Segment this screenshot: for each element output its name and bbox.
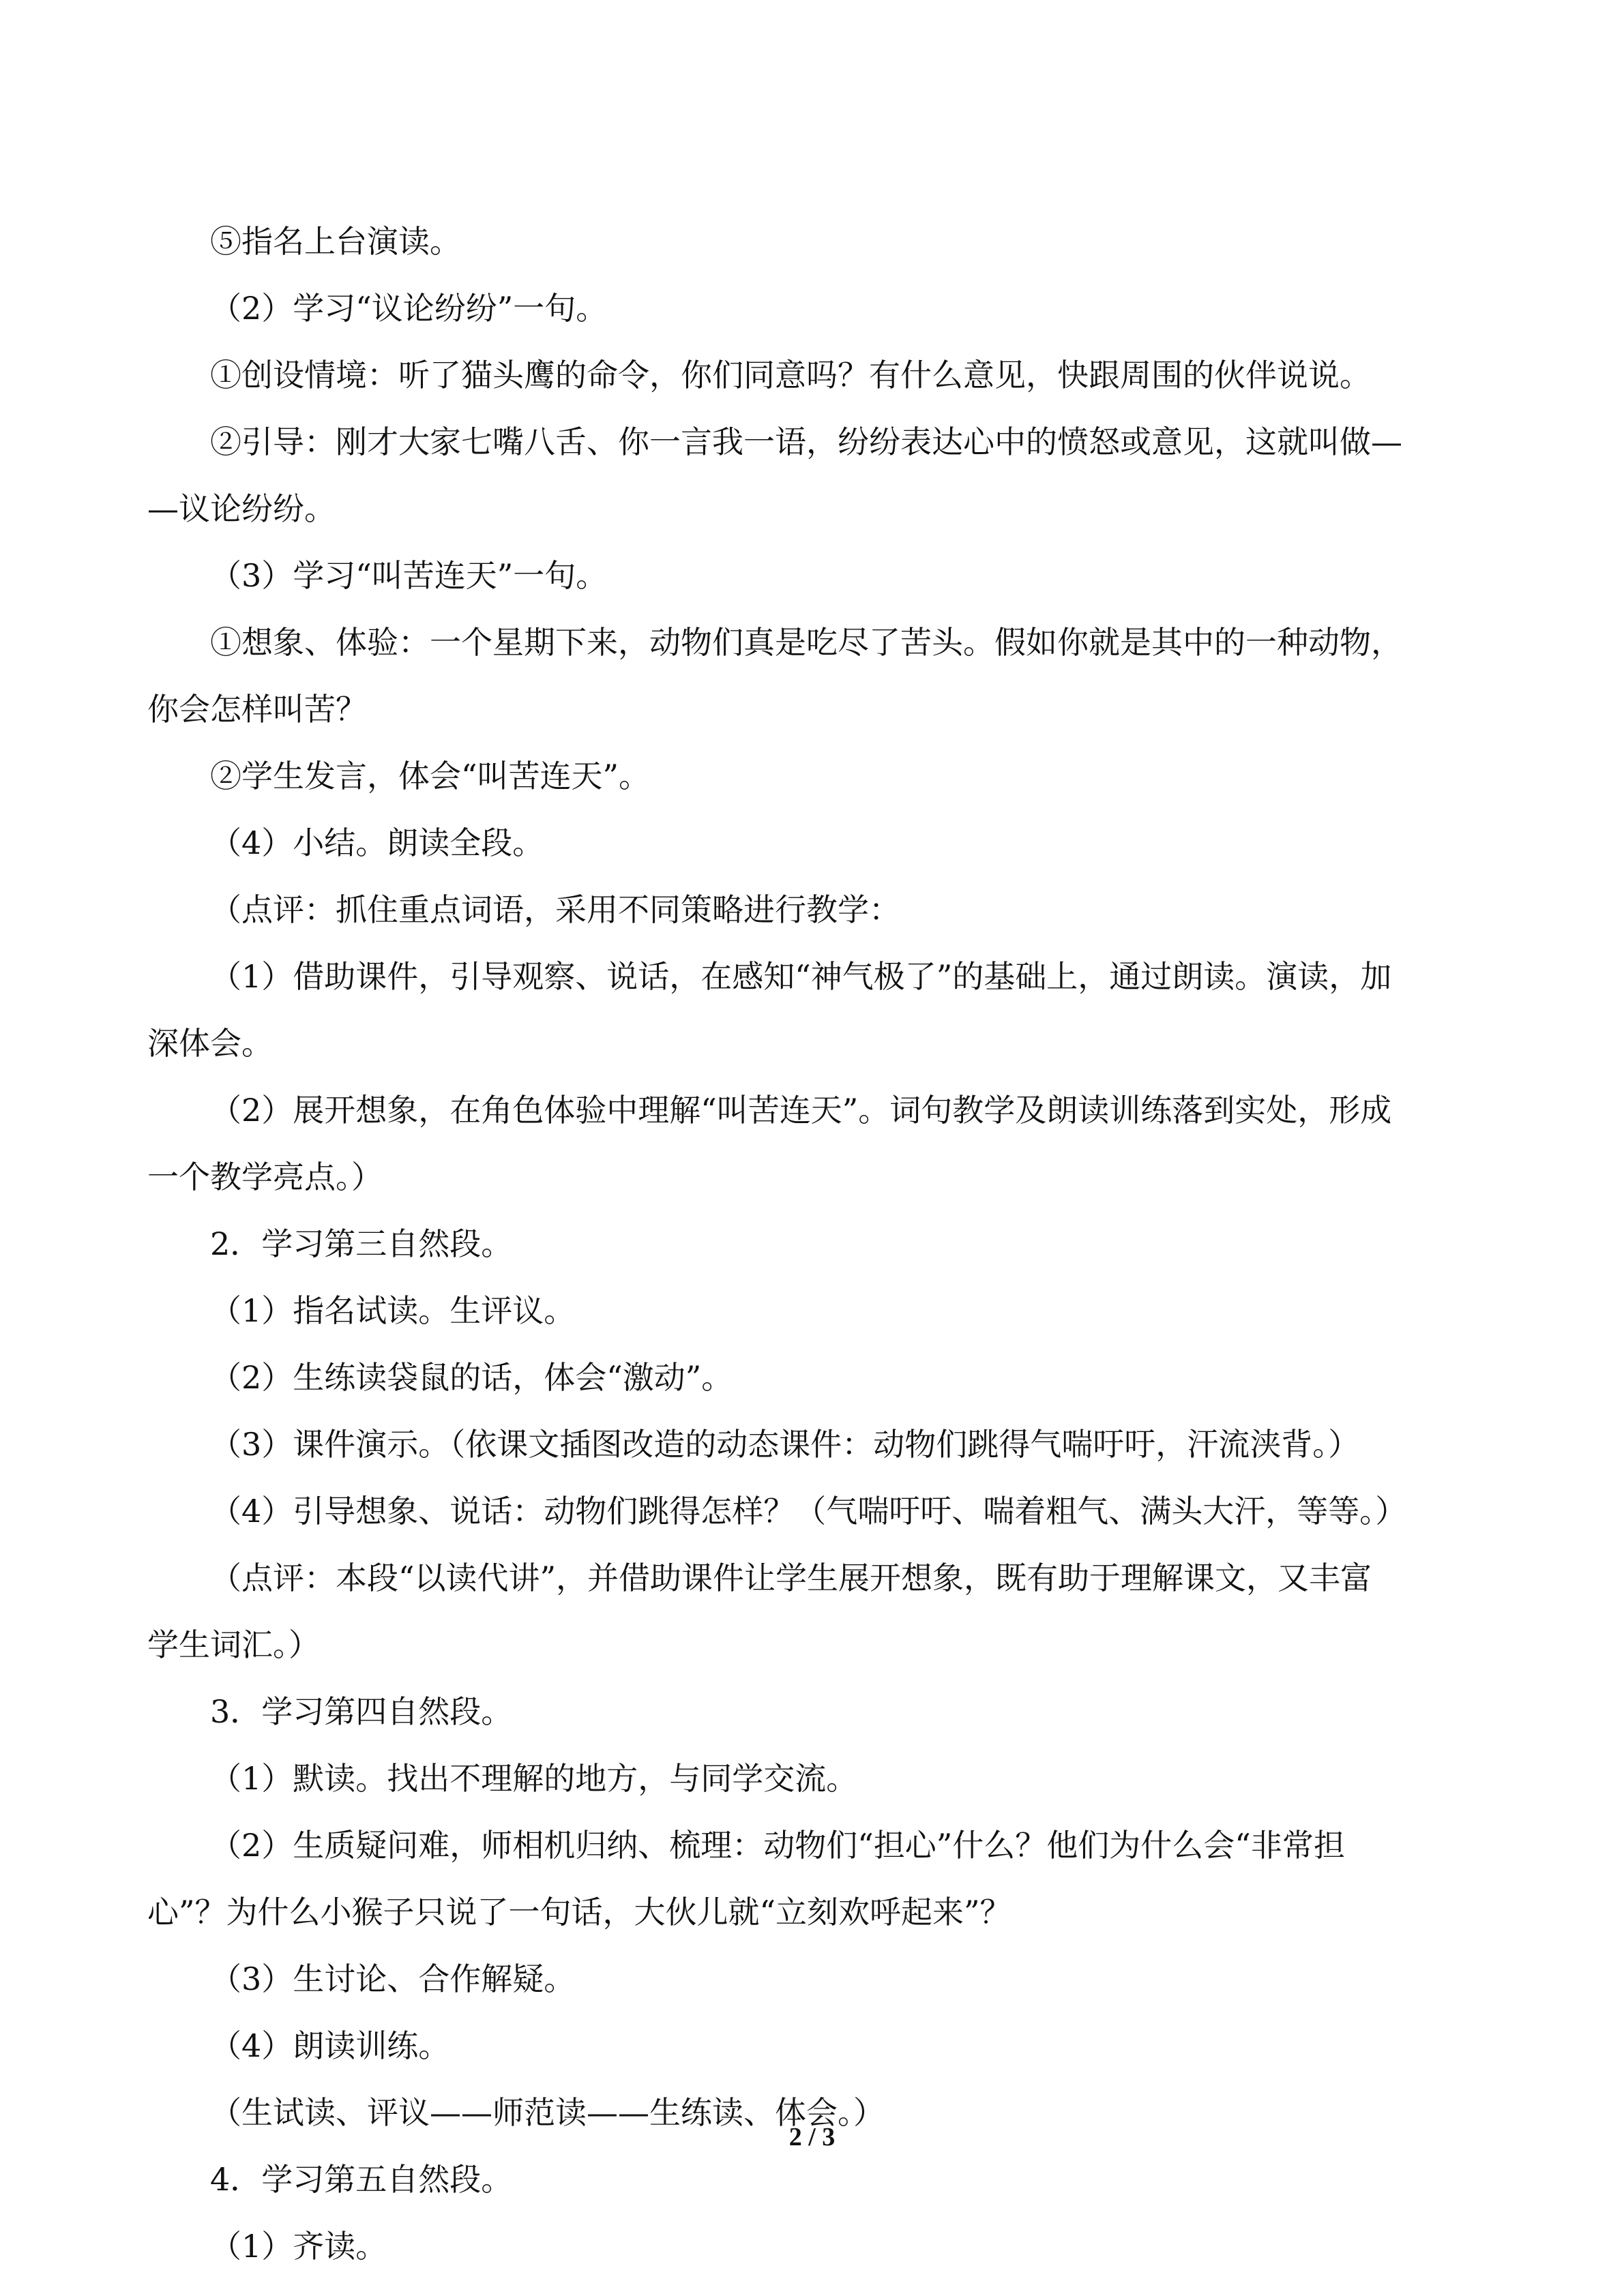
text-line: 一个教学亮点。）: [147, 1159, 383, 1195]
text-line: （1）借助课件，引导观察、说话，在感知“神气极了”的基础上，通过朗读。演读，加: [210, 958, 1392, 995]
text-line: （3）学习“叫苦连天”一句。: [210, 557, 608, 594]
text-line: （4）小结。朗读全段。: [210, 824, 544, 861]
text-line: （点评：本段“以读代讲”，并借助课件让学生展开想象，既有助于理解课文，又丰富: [210, 1560, 1372, 1596]
text-line: 心”？为什么小猴子只说了一句话，大伙儿就“立刻欢呼起来”？: [147, 1894, 1012, 1930]
text-line: ①想象、体验：一个星期下来，动物们真是吃尽了苦头。假如你就是其中的一种动物，: [210, 624, 1402, 661]
text-line: —议论纷纷。: [147, 490, 336, 527]
text-line: （1）齐读。: [210, 2228, 387, 2265]
text-line: （4）朗读训练。: [210, 2027, 450, 2064]
text-line: （2）展开想象，在角色体验中理解“叫苦连天”。词句教学及朗读训练落到实处，形成: [210, 1092, 1392, 1129]
text-line: （3）课件演示。（依课文插图改造的动态课件：动物们跳得气喘吁吁，汗流浃背。）: [210, 1426, 1360, 1463]
text-line: 学生词汇。）: [147, 1626, 320, 1663]
text-line: 2．学习第三自然段。: [210, 1225, 513, 1262]
text-line: 深体会。: [147, 1025, 273, 1062]
text-line: ①创设情境：听了猫头鹰的命令，你们同意吗？有什么意见，快跟周围的伙伴说说。: [210, 357, 1371, 393]
text-line: 4．学习第五自然段。: [210, 2161, 513, 2198]
page-number: 2 / 3: [788, 2123, 836, 2151]
text-line: （2）生质疑问难，师相机归纳、梳理：动物们“担心”什么？他们为什么会“非常担: [210, 1827, 1345, 1864]
text-line: （2）生练读袋鼠的话，体会“激动”。: [210, 1359, 733, 1396]
text-line: （2）学习“议论纷纷”一句。: [210, 290, 608, 327]
text-line: （点评：抓住重点词语，采用不同策略进行教学：: [210, 891, 900, 928]
document-body: [147, 208, 1479, 2280]
text-line: ②学生发言，体会“叫苦连天”。: [210, 758, 651, 794]
text-line: （1）默读。找出不理解的地方，与同学交流。: [210, 1760, 858, 1797]
text-line: （1）指名试读。生评议。: [210, 1292, 576, 1329]
text-line: 3．学习第四自然段。: [210, 1693, 513, 1730]
text-line: 你会怎样叫苦？: [147, 691, 367, 728]
text-line: ⑤指名上台演读。: [210, 223, 461, 260]
text-line: （3）生讨论、合作解疑。: [210, 1960, 576, 1997]
text-line: （4）引导想象、说话：动物们跳得怎样？（气喘吁吁、喘着粗气、满头大汗，等等。）: [210, 1493, 1407, 1530]
text-line: ②引导：刚才大家七嘴八舌、你一言我一语，纷纷表达心中的愤怒或意见，这就叫做—: [210, 423, 1402, 460]
text-line: （生试读、评议——师范读——生练读、体会。）: [210, 2094, 885, 2131]
